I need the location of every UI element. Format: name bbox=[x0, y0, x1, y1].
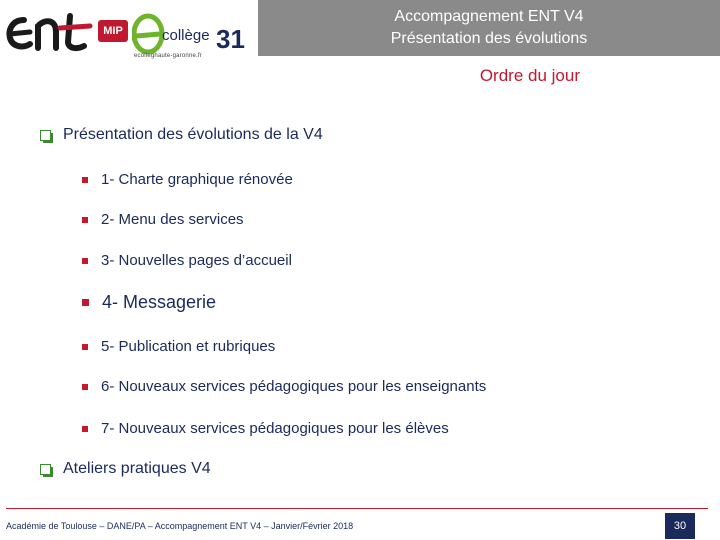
list-item bbox=[82, 338, 275, 355]
square-bullet-icon bbox=[82, 299, 89, 306]
section-ateliers bbox=[40, 460, 211, 478]
square-bullet-icon bbox=[82, 426, 88, 432]
list-item-label: 4- Messagerie bbox=[102, 292, 217, 312]
slide-title-box bbox=[258, 0, 720, 56]
checkbox-bullet-icon bbox=[40, 464, 51, 475]
slide-title-line2: Présentation des évolutions bbox=[390, 30, 588, 47]
square-bullet-icon bbox=[82, 177, 88, 183]
square-bullet-icon bbox=[82, 384, 88, 390]
section-presentation bbox=[40, 126, 323, 144]
list-item-label: 3- Nouvelles pages d’accueil bbox=[101, 252, 292, 269]
svg-text:31: 31 bbox=[216, 24, 245, 54]
svg-text:collège: collège bbox=[162, 27, 210, 44]
page-number: 30 bbox=[665, 513, 695, 539]
square-bullet-icon bbox=[82, 217, 88, 223]
section-label: Présentation des évolutions de la V4 bbox=[63, 126, 323, 143]
checkbox-bullet-icon bbox=[40, 130, 51, 141]
list-item-label: 7- Nouveaux services pédagogiques pour les élèves bbox=[101, 420, 449, 437]
list-item-label: 2- Menu des services bbox=[101, 211, 244, 228]
list-item bbox=[82, 378, 486, 395]
ent-logo bbox=[6, 12, 94, 52]
college-url: ecolleghaute-garonne.fr bbox=[134, 53, 202, 59]
footer-text: Académie de Toulouse – DANE/PA – Accompagnement ENT V4 – Janvier/Février 2018 bbox=[6, 521, 354, 531]
list-item-highlighted bbox=[82, 292, 216, 313]
list-item-label: 6- Nouveaux services pédagogiques pour les enseignants bbox=[101, 378, 487, 395]
list-item-label: 5- Publication et rubriques bbox=[101, 338, 276, 355]
list-item-label: 1- Charte graphique rénovée bbox=[101, 171, 293, 188]
list-item bbox=[82, 171, 293, 188]
footer-divider bbox=[6, 508, 708, 509]
square-bullet-icon bbox=[82, 258, 88, 264]
square-bullet-icon bbox=[82, 344, 88, 350]
mip-logo: MIP bbox=[98, 20, 128, 42]
list-item bbox=[82, 420, 449, 437]
section-label: Ateliers pratiques V4 bbox=[63, 460, 211, 477]
header-logos bbox=[0, 0, 258, 70]
slide-title-line1: Accompagnement ENT V4 bbox=[394, 8, 584, 25]
agenda-title: Ordre du jour bbox=[479, 66, 580, 85]
list-item bbox=[82, 211, 244, 228]
list-item bbox=[82, 252, 292, 269]
